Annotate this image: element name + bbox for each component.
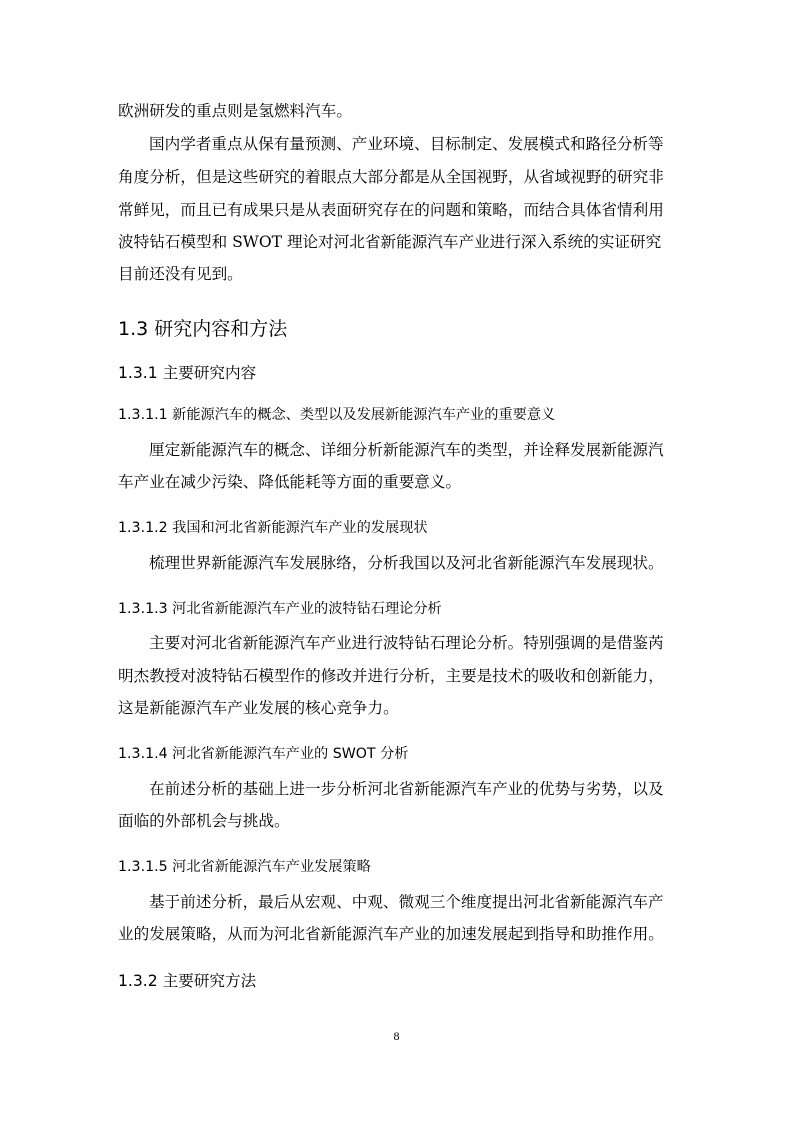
paragraph-line: 厘定新能源汽车的概念、详细分析新能源汽车的类型，并诠释发展新能源汽 <box>149 441 664 459</box>
paragraph-line: 欧洲研发的重点则是氢燃料汽车。 <box>118 102 352 120</box>
paragraph-line: 波特钻石模型和 SWOT 理论对河北省新能源汽车产业进行深入系统的实证研究 <box>118 233 662 251</box>
paragraph-line: 在前述分析的基础上进一步分析河北省新能源汽车产业的优势与劣势，以及 <box>149 780 664 798</box>
subsubsection-heading: 1.3.1.1 新能源汽车的概念、类型以及发展新能源汽车产业的重要意义 <box>118 407 556 423</box>
paragraph-line: 角度分析，但是这些研究的着眼点大部分都是从全国视野，从省域视野的研究非 <box>118 168 664 186</box>
paragraph-line: 车产业在减少污染、降低能耗等方面的重要意义。 <box>118 473 462 491</box>
paragraph-line: 基于前述分析，最后从宏观、中观、微观三个维度提出河北省新能源汽车产 <box>149 893 664 911</box>
subsection-heading: 1.3.2 主要研究方法 <box>118 972 257 990</box>
paragraph-line: 目前还没有见到。 <box>118 265 243 283</box>
paragraph-line: 主要对河北省新能源汽车产业进行波特钻石理论分析。特别强调的是借鉴芮 <box>149 634 664 652</box>
subsubsection-heading: 1.3.1.3 河北省新能源汽车产业的波特钻石理论分析 <box>118 601 442 617</box>
paragraph-line: 这是新能源汽车产业发展的核心竞争力。 <box>118 699 399 717</box>
subsubsection-heading: 1.3.1.5 河北省新能源汽车产业发展策略 <box>118 859 371 875</box>
section-heading: 1.3 研究内容和方法 <box>118 318 288 340</box>
paragraph-line: 明杰教授对波特钻石模型作的修改并进行分析，主要是技术的吸收和创新能力， <box>118 667 664 685</box>
paragraph-line: 业的发展策略，从而为河北省新能源汽车产业的加速发展起到指导和助推作用。 <box>118 925 664 943</box>
subsubsection-heading: 1.3.1.4 河北省新能源汽车产业的 SWOT 分析 <box>118 746 409 762</box>
paragraph-line: 常鲜见，而且已有成果只是从表面研究存在的问题和策略，而结合具体省情利用 <box>118 201 664 219</box>
subsection-heading: 1.3.1 主要研究内容 <box>118 364 257 382</box>
paragraph-line: 面临的外部机会与挑战。 <box>118 812 290 830</box>
paragraph-line: 梳理世界新能源汽车发展脉络，分析我国以及河北省新能源汽车发展现状。 <box>149 554 664 572</box>
paragraph-line: 国内学者重点从保有量预测、产业环境、目标制定、发展模式和路径分析等 <box>149 135 664 153</box>
subsubsection-heading: 1.3.1.2 我国和河北省新能源汽车产业的发展现状 <box>118 520 428 536</box>
page-number: 8 <box>393 1029 400 1043</box>
